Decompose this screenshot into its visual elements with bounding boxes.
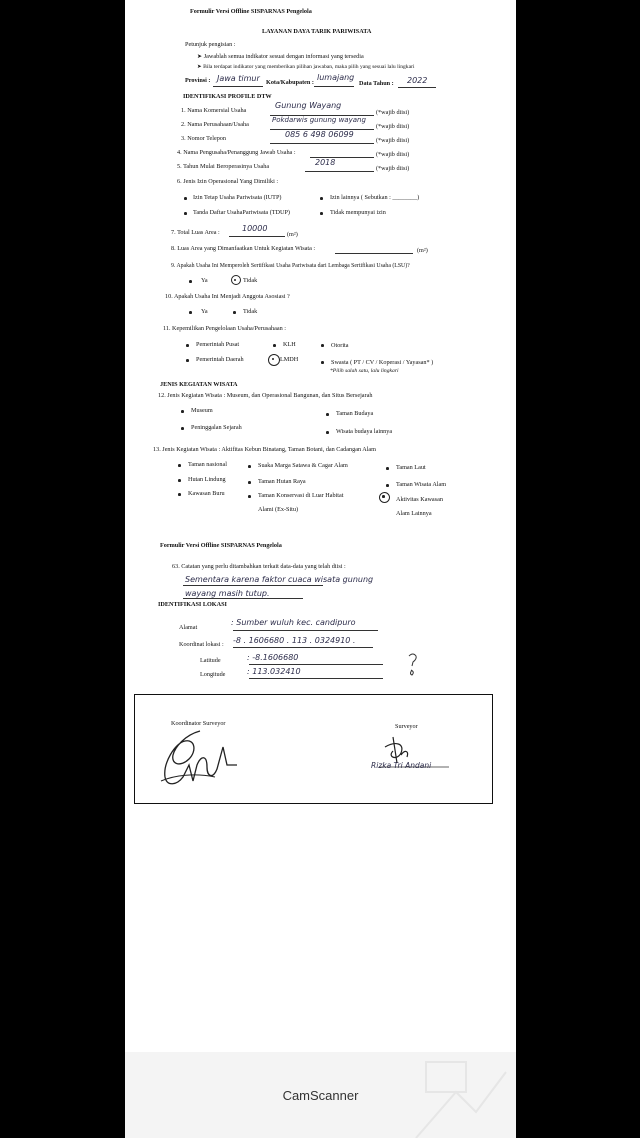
q13-label: 13. Jenis Kegiatan Wisata : Aktifitas Kebun Binatang, Taman Botani, dan Cadangan Alam — [153, 446, 376, 453]
q11-option-pusat: Pemerintah Pusat — [196, 341, 240, 348]
q63-label: 63. Catatan yang perlu ditambahkan terkait data-data yang telah diisi : — [172, 563, 346, 570]
q11-label: 11. Kepemilikan Pengelolaan Usaha/Perusahaan : — [163, 325, 286, 332]
activities-section-title: JENIS KEGIATAN WISATA — [160, 381, 238, 388]
q7-unit: (m²) — [287, 231, 298, 238]
q13-option-hutan-lindung: Hutan Lindung — [188, 476, 226, 483]
longitude-value: : 113.032410 — [247, 667, 301, 676]
profile-section-title: IDENTIFIKASI PROFILE DTW — [183, 93, 272, 100]
q12-option-museum: Museum — [191, 407, 213, 414]
q13-option-kawasan-alam-line2: Alam Lainnya — [396, 510, 432, 517]
q13-option-wisata-alam: Taman Wisata Alam — [396, 481, 447, 488]
q5-required: (*wajib diisi) — [376, 165, 410, 172]
q13-option-hutan-raya: Taman Hutan Raya — [258, 478, 306, 485]
q9-option-ya: Ya — [201, 277, 208, 284]
q4-label: 4. Nama Pengusaha/Penanggung Jawab Usaha : — [177, 149, 296, 156]
koordinator-label: Koordinator Surveyor — [171, 720, 226, 727]
q6-label: 6. Jenis Izin Operasional Yang Dimiliki : — [177, 178, 279, 185]
q8-label: 8. Luas Area yang Dimanfaatkan Untuk Kegiatan Wisata : — [171, 245, 316, 252]
q10-option-tidak: Tidak — [243, 308, 258, 315]
form-title: LAYANAN DAYA TARIK PARIWISATA — [262, 28, 372, 35]
latitude-value: : -8.1606680 — [247, 653, 299, 662]
q12-label: 12. Jenis Kegiatan Wisata : Museum, dan Operasional Bangunan, dan Situs Bersejarah — [158, 392, 373, 399]
kota-label: Kota/Kabupaten : — [266, 79, 314, 86]
q6-option-none: Tidak mempunyai izin — [330, 209, 386, 216]
q1-label: 1. Nama Komersial Usaha — [181, 107, 247, 114]
q11-option-klh: KLH — [283, 341, 296, 348]
provinsi-label: Provinsi : — [185, 77, 211, 84]
q13-option-taman-nasional: Taman nasional — [188, 461, 227, 468]
q11-option-swasta: Swasta ( PT / CV / Koperasi / Yayasan* ) — [331, 359, 434, 366]
camscanner-brand: CamScanner — [282, 1088, 359, 1103]
signature-box — [134, 694, 493, 804]
instruction-2: ➤ Bila terdapat indikator yang memberikan pilihan jawaban, maka pilih yang sesuai lalu lingkari — [197, 64, 415, 70]
q7-value: 10000 — [242, 224, 268, 233]
alamat-label: Alamat — [179, 624, 198, 631]
form-header: Formulir Versi Offline SISPARNAS Pengelola — [190, 8, 312, 15]
latitude-label: Latitude — [200, 657, 221, 664]
q12-option-budaya-lainnya: Wisata budaya lainnya — [336, 428, 393, 435]
surveyor-label: Surveyor — [395, 723, 418, 730]
q11-note: *Pilih salah satu, lalu lingkari — [330, 368, 399, 374]
part2-header: Formulir Versi Offline SISPARNAS Pengelola — [160, 542, 282, 549]
q11-option-daerah: Pemerintah Daerah — [196, 356, 244, 363]
q9-option-tidak-selected: Tidak — [243, 277, 258, 284]
q10-label: 10. Apakah Usaha Ini Menjadi Anggota Asosiasi ? — [165, 293, 290, 300]
q13-option-konservasi-line2: Alami (Ex-Situ) — [258, 506, 299, 513]
q4-required: (*wajib diisi) — [376, 151, 410, 158]
q9-label: 9. Apakah Usaha Ini Memperoleh Sertifikasi Usaha Pariwisata dari Lembaga Sertifikasi Usaha (LSU)? — [171, 263, 410, 269]
surveyor-name: Rizka Tri Andani — [371, 761, 432, 770]
q13-option-kawasan-buru: Kawasan Buru — [188, 490, 225, 497]
q10-option-ya: Ya — [201, 308, 208, 315]
instructions-label: Petunjuk pengisian : — [185, 41, 236, 48]
q2-value: Pokdarwis gunung wayang — [272, 116, 366, 124]
q7-label: 7. Total Luas Area : — [171, 229, 220, 236]
q12-option-taman-budaya: Taman Budaya — [336, 410, 374, 417]
tahun-value: 2022 — [407, 76, 428, 85]
q63-line1: Sementara karena faktor cuaca wisata gunung — [185, 575, 374, 584]
q3-label: 3. Nomor Telepon — [181, 135, 226, 142]
tahun-label: Data Tahun : — [359, 80, 394, 87]
provinsi-value: Jawa timur — [217, 74, 260, 83]
q3-required: (*wajib diisi) — [376, 137, 410, 144]
koordinat-value: -8 . 1606680 . 113 . 0324910 . — [233, 636, 356, 645]
q12-option-sejarah: Peninggalan Sejarah — [191, 424, 242, 431]
q3-value: 085 6 498 06099 — [285, 130, 354, 139]
q5-label: 5. Tahun Mulai Beroperasinya Usaha — [177, 163, 270, 170]
q5-value: 2018 — [315, 158, 336, 167]
q1-value: Gunung Wayang — [275, 101, 342, 110]
q6-option-tdup: Tanda Daftar UsahaPariwisata (TDUP) — [193, 209, 290, 216]
scanned-document-page — [125, 0, 516, 1138]
koordinator-signature — [155, 725, 245, 795]
q2-required: (*wajib diisi) — [376, 123, 410, 130]
longitude-label: Longitude — [200, 671, 226, 678]
q1-required: (*wajib diisi) — [376, 109, 410, 116]
q6-option-other: Izin lainnya ( Sebutkan : ________) — [330, 194, 420, 201]
q11-option-lmdh-selected: LMDH — [280, 356, 299, 363]
q6-option-iutp: Izin Tetap Usaha Pariwisata (IUTP) — [193, 194, 282, 201]
koordinat-label: Koordinat lokasi : — [179, 641, 224, 648]
instruction-1: ➤ Jawablah semua indikator sesuai dengan informasi yang tersedia — [197, 53, 364, 60]
kota-value: lumajang — [317, 73, 355, 82]
question-mark-annotation — [407, 652, 419, 678]
q13-option-taman-laut: Taman Laut — [396, 464, 426, 471]
q11-option-otorita: Otorita — [331, 342, 349, 349]
q2-label: 2. Nama Perusahaan/Usaha — [181, 121, 249, 128]
q13-option-konservasi: Taman Konservasi di Luar Habitat — [258, 492, 344, 499]
q63-line2: wayang masih tutup. — [185, 589, 270, 598]
location-section-title: IDENTIFIKASI LOKASI — [158, 601, 227, 608]
q13-option-suaka: Suaka Marga Satawa & Cagar Alam — [258, 462, 348, 469]
q13-option-kawasan-alam-selected: Aktivitas Kawasan — [396, 496, 443, 503]
alamat-value: : Sumber wuluh kec. candipuro — [231, 618, 356, 627]
q8-unit: (m²) — [417, 247, 428, 254]
